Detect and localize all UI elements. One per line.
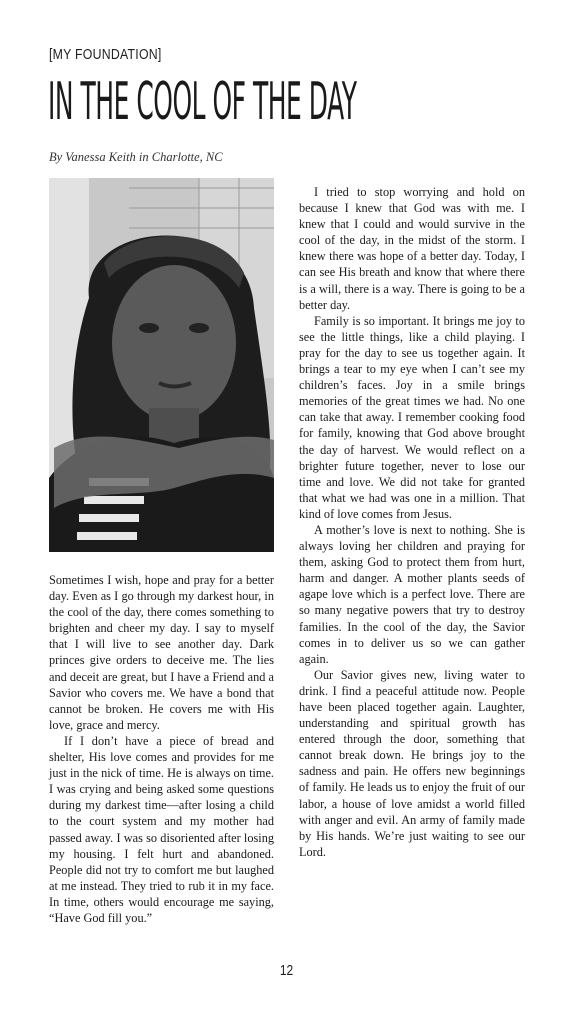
headline: IN THE COOL OF THE DAY <box>48 72 357 132</box>
paragraph: I tried to stop worrying and hold on because I knew that God was with me. I knew that I could and would survive in the cool of the day, in the midst of the storm. I knew there was hope of a better day. Today, I can see His breath and know that where there is a will, there is a way. There is going to be a better day. <box>299 185 525 312</box>
section-tag: [MY FOUNDATION] <box>49 46 162 63</box>
paragraph: Family is so important. It brings me joy to see the little things, like a child playing. I pray for the day to see us together again. It brings a tear to my eye when I can’t see my children’s faces. Joy in a smile brings memories of the great times we had. No one can take that away. I remember cooking food for family, knowing that God above brought the day of harvest. We would reflect on a brighter future together, never to lose our time and love. We did not take for granted that what we had was one in a million. That kind of love comes from Jesus. <box>299 313 525 521</box>
left-column <box>49 572 274 926</box>
portrait-photo <box>49 178 274 552</box>
right-column <box>299 184 525 860</box>
paragraph: Sometimes I wish, hope and pray for a better day. Even as I go through my darkest hour, in the cool of the day, there comes something to brighten and cheer my day. I say to myself that I will live to see another day. Dark princes give orders to deceive me. The lies and deceit are great, but I have a Friend and a Savior who covers me. We have a bond that cannot be broken. He covers me with His love, grace and mercy. <box>49 573 274 732</box>
byline: By Vanessa Keith in Charlotte, NC <box>49 150 223 164</box>
paragraph: Our Savior gives new, living water to drink. I find a peaceful attitude now. People have been placed together again. Laughter, understanding and spiritual growth has entered through the door, something that cannot break down. He brings joy to the sadness and pain. He offers new beginnings of family. He leads us to enjoy the fruit of our labor, a house of love amidst a world filled with anger and evil. An army of family made by His hands. We’re just waiting to see our Lord. <box>299 667 525 859</box>
paragraph: A mother’s love is next to nothing. She is always loving her children and praying for them, asking God to protect them from hurt, harm and danger. A mother plants seeds of agape love which is a perfect love. There are so many negative powers that try to destroy families. In the cool of the day, the Savior comes in to deliver us so we can gather again. <box>299 522 525 666</box>
paragraph: If I don’t have a piece of bread and shelter, His love comes and provides for me just in the nick of time. He is always on time. I was crying and being asked some questions during my darkest time—after losing a child to the court system and my mother had passed away. I was so disoriented after losing my housing. I felt hurt and abandoned. People did not try to comfort me but laughed at me instead. They tried to rub it in my face. In time, others would encourage me saying, “Have God fill you.” <box>49 733 274 925</box>
page-number: 12 <box>279 962 294 979</box>
portrait-illustration <box>49 178 274 552</box>
